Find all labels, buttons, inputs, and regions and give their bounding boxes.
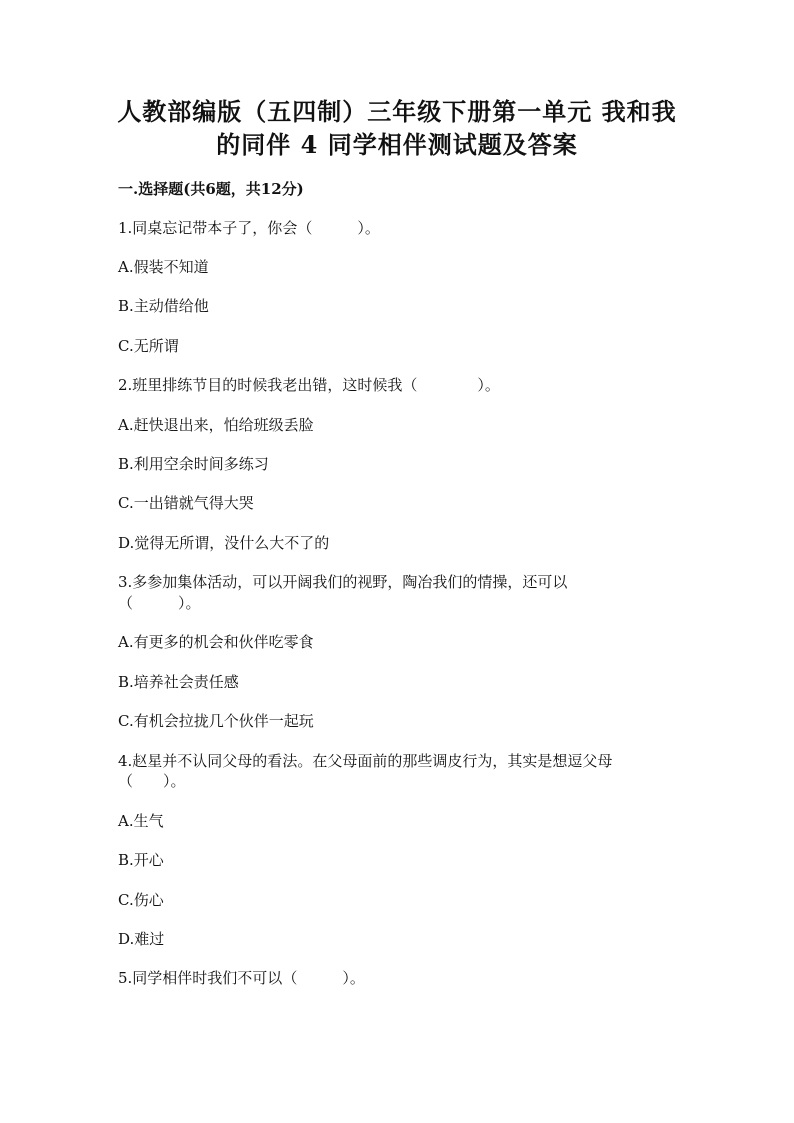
question-2-stem: 2.班里排练节目的时候我老出错，这时候我（ ）。	[118, 376, 500, 394]
question-3-option-a: A.有更多的机会和伙伴吃零食	[118, 633, 314, 651]
question-2-option-b: B.利用空余时间多练习	[118, 455, 269, 473]
question-3-option-b: B.培养社会责任感	[118, 673, 239, 691]
question-4-stem-line-1: 4.赵星并不认同父母的看法。在父母面前的那些调皮行为，其实是想逗父母	[118, 752, 613, 770]
question-4-option-d: D.难过	[118, 930, 165, 948]
section-heading: 一.选择题(共6题，共12分)	[118, 180, 304, 198]
question-2-option-a: A.赶快退出来，怕给班级丢脸	[118, 416, 314, 434]
page-title-line-2: 的同伴 4 同学相伴测试题及答案	[216, 130, 578, 159]
question-2-option-d: D.觉得无所谓，没什么大不了的	[118, 534, 330, 552]
question-1-option-c: C.无所谓	[118, 337, 179, 355]
question-3-stem-line-2: （ ）。	[118, 594, 201, 612]
question-4-option-b: B.开心	[118, 851, 164, 869]
question-1-stem: 1.同桌忘记带本子了，你会（ ）。	[118, 219, 380, 237]
question-4-option-c: C.伤心	[118, 891, 164, 909]
question-5-stem: 5.同学相伴时我们不可以（ ）。	[118, 969, 365, 987]
page-title-line-1: 人教部编版（五四制）三年级下册第一单元 我和我	[117, 97, 677, 126]
question-1-option-b: B.主动借给他	[118, 297, 209, 315]
question-3-stem-line-1: 3.多参加集体活动，可以开阔我们的视野，陶冶我们的情操，还可以	[118, 573, 568, 591]
question-4-option-a: A.生气	[118, 812, 164, 830]
question-3-option-c: C.有机会拉拢几个伙伴一起玩	[118, 712, 314, 730]
question-2-option-c: C.一出错就气得大哭	[118, 494, 254, 512]
question-4-stem-line-2: （ ）。	[118, 772, 186, 790]
question-1-option-a: A.假装不知道	[118, 258, 209, 276]
